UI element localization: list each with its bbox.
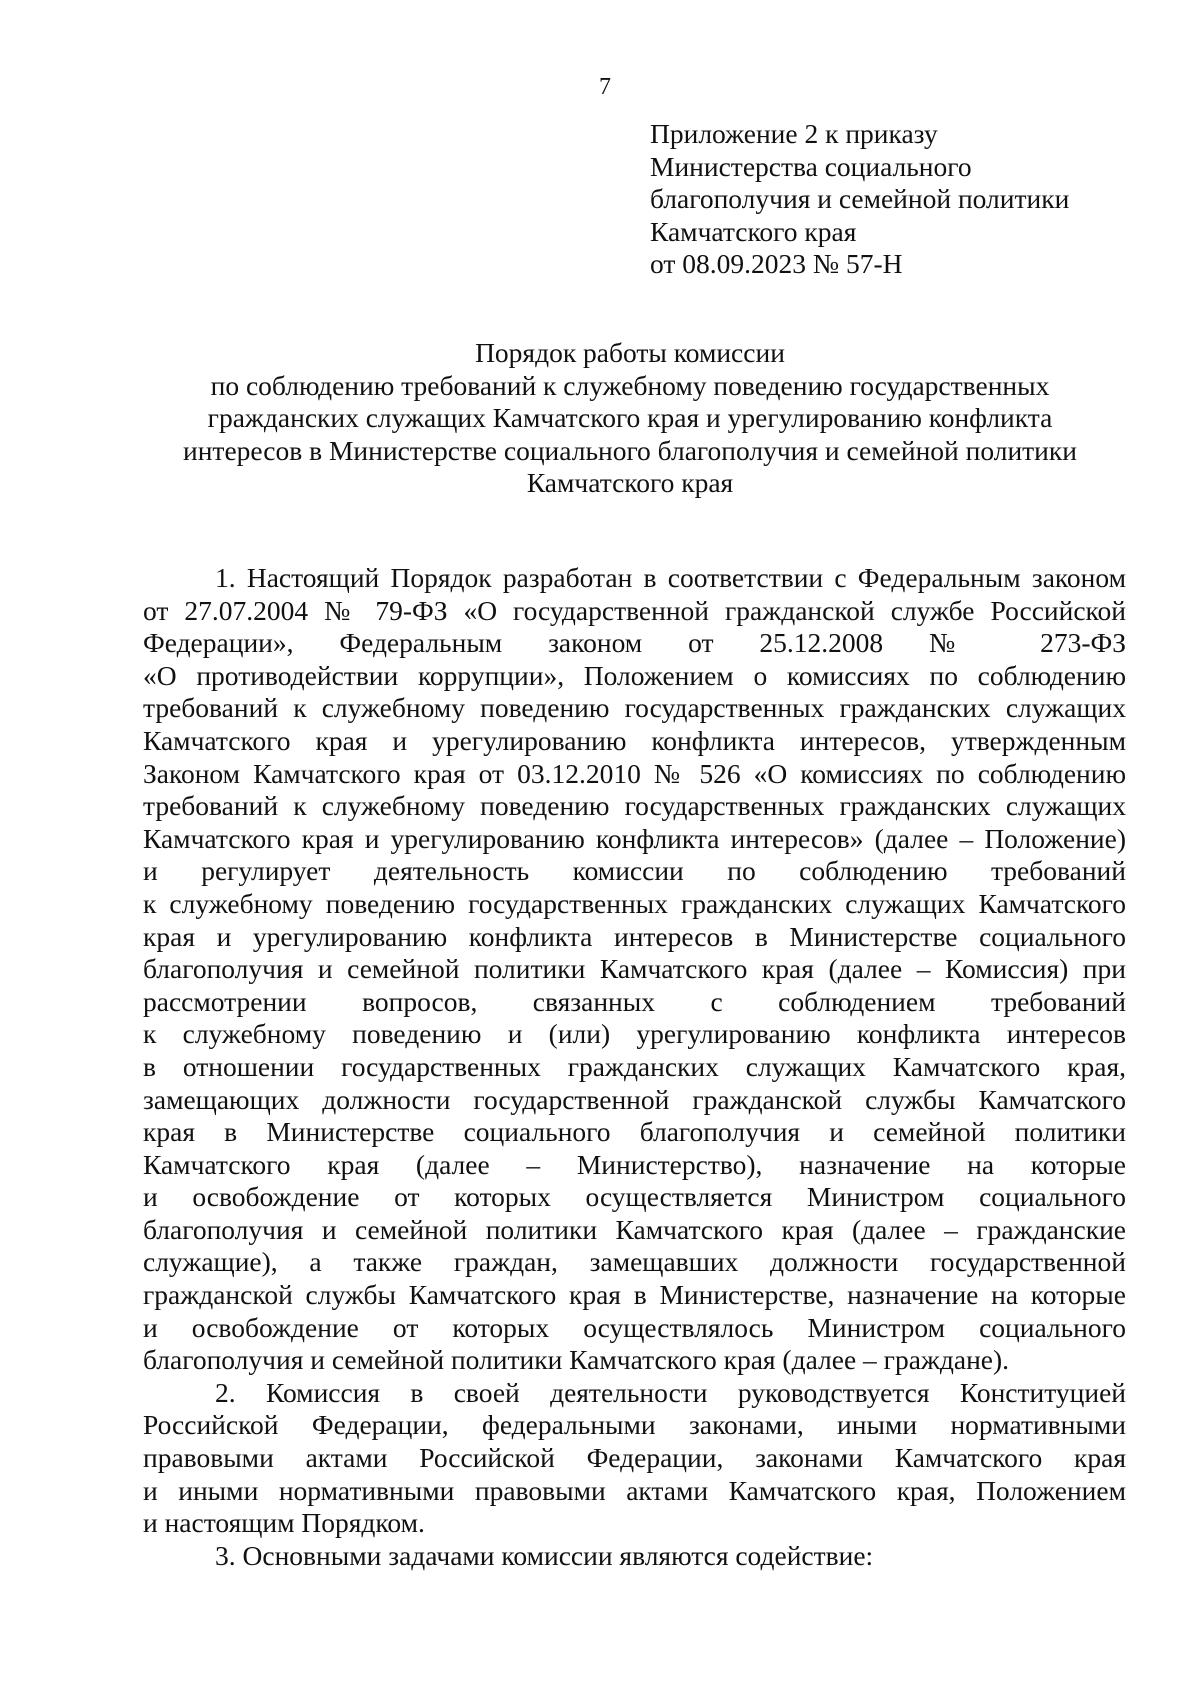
paragraph-line: требований к служебному поведению государственных гражданских служащих — [143, 790, 1126, 822]
appendix-block — [650, 118, 1170, 281]
paragraph-line: края в Министерстве социального благополучия и семейной политики — [143, 1116, 1126, 1148]
paragraph-line: Камчатского края и урегулированию конфликта интересов» (далее – Положение) — [143, 822, 1126, 854]
title-line: гражданских служащих Камчатского края и урегулированию конфликта — [207, 402, 1053, 433]
document-body — [143, 562, 1126, 1572]
paragraph-line: края и урегулированию конфликта интересов в Министерстве социального — [143, 920, 1126, 952]
paragraph-line: 3. Основными задачами комиссии являются содействие: — [215, 1539, 874, 1571]
appendix-line: от 08.09.2023 № 57-Н — [650, 248, 903, 279]
paragraph-line: благополучия и семейной политики Камчатского края (далее – гражданские — [143, 1213, 1126, 1245]
paragraph-line: правовыми актами Российской Федерации, законами Камчатского края — [143, 1442, 1126, 1474]
paragraph-3 — [143, 1540, 1126, 1573]
paragraph-line: замещающих должности государственной гражданской службы Камчатского — [143, 1083, 1126, 1115]
paragraph-line: к служебному поведению и (или) урегулированию конфликта интересов — [143, 1018, 1126, 1050]
paragraph-line: Камчатского края (далее – Министерство), назначение на которые — [143, 1148, 1126, 1180]
paragraph-line: Законом Камчатского края от 03.12.2010 № 526 «О комиссиях по соблюдению — [143, 757, 1126, 789]
document-title — [130, 337, 1130, 500]
appendix-line: Министерства социального — [650, 150, 972, 182]
paragraph-line: благополучия и семейной политики Камчатского края (далее – граждане). — [143, 1344, 1010, 1376]
paragraph-2 — [143, 1377, 1126, 1540]
paragraph-line: в отношении государственных гражданских служащих Камчатского края, — [143, 1050, 1126, 1082]
paragraph-line: и освобождение от которых осуществляется Министром социального — [143, 1181, 1126, 1213]
paragraph-line: и освобождение от которых осуществлялось Министром социального — [143, 1311, 1126, 1343]
title-line: Камчатского края — [526, 467, 734, 498]
paragraph-line: 1. Настоящий Порядок разработан в соответствии с Федеральным законом — [215, 562, 1126, 593]
paragraph-line: и регулирует деятельность комиссии по соблюдению требований — [143, 855, 1126, 887]
paragraph-line: требований к служебному поведению государственных гражданских служащих — [143, 692, 1126, 724]
paragraph-line: и иными нормативными правовыми актами Камчатского края, Положением — [143, 1474, 1126, 1506]
paragraph-line: Федерации», Федеральным законом от 25.12.2008 № 273-ФЗ — [143, 627, 1126, 659]
paragraph-line: от 27.07.2004 № 79-ФЗ «О государственной гражданской службе Российской — [143, 594, 1126, 626]
paragraph-line: Российской Федерации, федеральными законами, иными нормативными — [143, 1409, 1126, 1441]
paragraph-line: и настоящим Порядком. — [143, 1507, 425, 1539]
page-number: 7 — [599, 74, 611, 100]
paragraph-line: благополучия и семейной политики Камчатского края (далее – Комиссия) при — [143, 953, 1126, 985]
paragraph-line: к служебному поведению государственных гражданских служащих Камчатского — [143, 887, 1126, 919]
paragraph-line: рассмотрении вопросов, связанных с соблюдением требований — [143, 985, 1126, 1017]
paragraph-line: служащие), а также граждан, замещавших должности государственной — [143, 1246, 1126, 1278]
title-line: Порядок работы комиссии — [475, 337, 785, 368]
paragraph-1 — [143, 562, 1126, 1377]
paragraph-line: 2. Комиссия в своей деятельности руководствуется Конституцией — [215, 1376, 1126, 1408]
paragraph-line: «О противодействии коррупции», Положением о комиссиях по соблюдению — [143, 659, 1126, 691]
appendix-line: Камчатского края — [650, 215, 857, 247]
appendix-line: Приложение 2 к приказу — [650, 118, 938, 149]
paragraph-line: гражданской службы Камчатского края в Министерстве, назначение на которые — [143, 1279, 1126, 1311]
paragraph-line: Камчатского края и урегулированию конфликта интересов, утвержденным — [143, 724, 1126, 756]
title-line: по соблюдению требований к служебному поведению государственных — [210, 369, 1050, 401]
appendix-line: благополучия и семейной политики — [650, 183, 1070, 214]
title-line: интересов в Министерстве социального благополучия и семейной политики — [183, 434, 1077, 466]
